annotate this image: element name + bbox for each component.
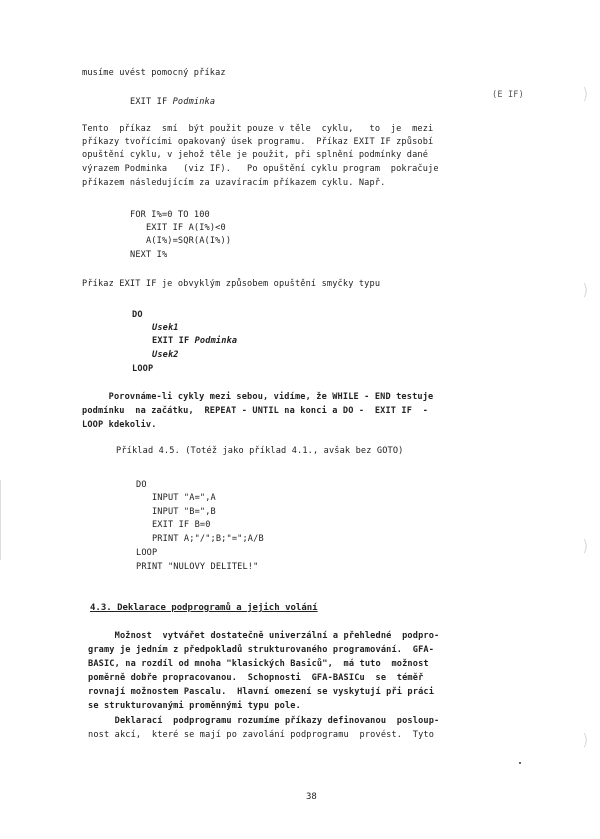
- code-loop: LOOP: [132, 364, 154, 374]
- para4-line: rovnají možnostem Pascalu. Hlavní omezení se vyskytují při práci: [88, 687, 435, 697]
- code-line: NEXT I%: [130, 250, 168, 260]
- para4-line: se strukturovanými proměnnými typu pole.: [88, 701, 301, 711]
- exit-if-argument: Podminka: [172, 97, 216, 107]
- para1-line: výrazem Podminka (viz IF). Po opuštění cyklu program pokračuje: [82, 164, 439, 174]
- code-line: PRINT "NULOVY DELITEL!": [136, 562, 259, 572]
- para1-line: příkazy tvořícími opakovaný úsek programu. Příkaz EXIT IF způsobí: [82, 137, 434, 147]
- code-exit-if: [152, 336, 237, 347]
- margin-paren-mark: ): [582, 730, 589, 749]
- para3-line: LOOP kdekoliv.: [82, 420, 157, 430]
- intro-line: musíme uvést pomocný příkaz: [82, 68, 226, 78]
- exit-if-keyword: EXIT IF: [130, 97, 173, 107]
- code-line: DO: [136, 480, 147, 490]
- code-line: PRINT A;"/";B;"=";A/B: [136, 534, 264, 544]
- code-line: INPUT "B=",B: [136, 507, 216, 517]
- para4-line: Možnost vytvářet dostatečně univerzální a přehledné podpro-: [88, 631, 440, 641]
- page-number: 38: [306, 792, 317, 802]
- margin-paren-mark: ): [582, 84, 589, 103]
- code-line: FOR I%=0 TO 100: [130, 210, 210, 220]
- code-line: LOOP: [136, 548, 158, 558]
- example-title: Příklad 4.5. (Totéž jako příklad 4.1., avšak bez GOTO): [116, 446, 404, 456]
- code-exit-keyword: EXIT IF: [152, 336, 195, 346]
- section-heading: 4.3. Deklarace podprogramů a jejich volání: [90, 603, 318, 613]
- para5-line: Deklarací podprogramu rozumíme příkazy definovanou posloup-: [88, 716, 440, 726]
- para5-line: nost akcí, které se mají po zavolání podprogramu provést. Tyto: [88, 730, 435, 740]
- code-exit-argument: Podminka: [194, 336, 238, 346]
- para4-line: BASIC, na rozdíl od mnoha "klasických Basiců", má tuto možnost: [88, 659, 429, 669]
- margin-paren-mark: ): [582, 536, 589, 555]
- paragraph-2: Příkaz EXIT IF je obvyklým způsobem opuštění smyčky typu: [82, 279, 381, 289]
- code-line: EXIT IF A(I%)<0: [130, 223, 226, 233]
- code-line: A(I%)=SQR(A(I%)): [130, 236, 232, 246]
- para4-line: poměrně dobře propracovanou. Schopnosti GFA-BASICu se téměř: [88, 673, 424, 683]
- para1-line: opuštění cyklu, v jehož těle je použit, při splnění podmínky dané: [82, 150, 429, 160]
- exit-if-syntax: [130, 97, 215, 108]
- code-usek2: Usek2: [152, 350, 179, 360]
- para3-line: Porovnáme-li cykly mezi sebou, vidíme, že WHILE - END testuje: [82, 392, 434, 402]
- margin-scan-edge: [0, 480, 1, 560]
- code-do: DO: [132, 310, 143, 320]
- code-line: INPUT "A=",A: [136, 493, 216, 503]
- margin-note: (E IF): [492, 90, 524, 100]
- para1-line: příkazem následujícím za uzavíracím příkazem cyklu. Např.: [82, 178, 386, 188]
- ink-dot: [519, 762, 521, 764]
- para1-line: Tento příkaz smí být použit pouze v těle cyklu, to je mezi: [82, 124, 434, 134]
- para3-line: podmínku na začátku, REPEAT - UNTIL na konci a DO - EXIT IF -: [82, 406, 429, 416]
- para4-line: gramy je jedním z předpokladů strukturovaného programování. GFA-: [88, 645, 435, 655]
- code-line: EXIT IF B=0: [136, 520, 211, 530]
- margin-paren-mark: ): [582, 280, 589, 299]
- code-usek1: Usek1: [152, 323, 179, 333]
